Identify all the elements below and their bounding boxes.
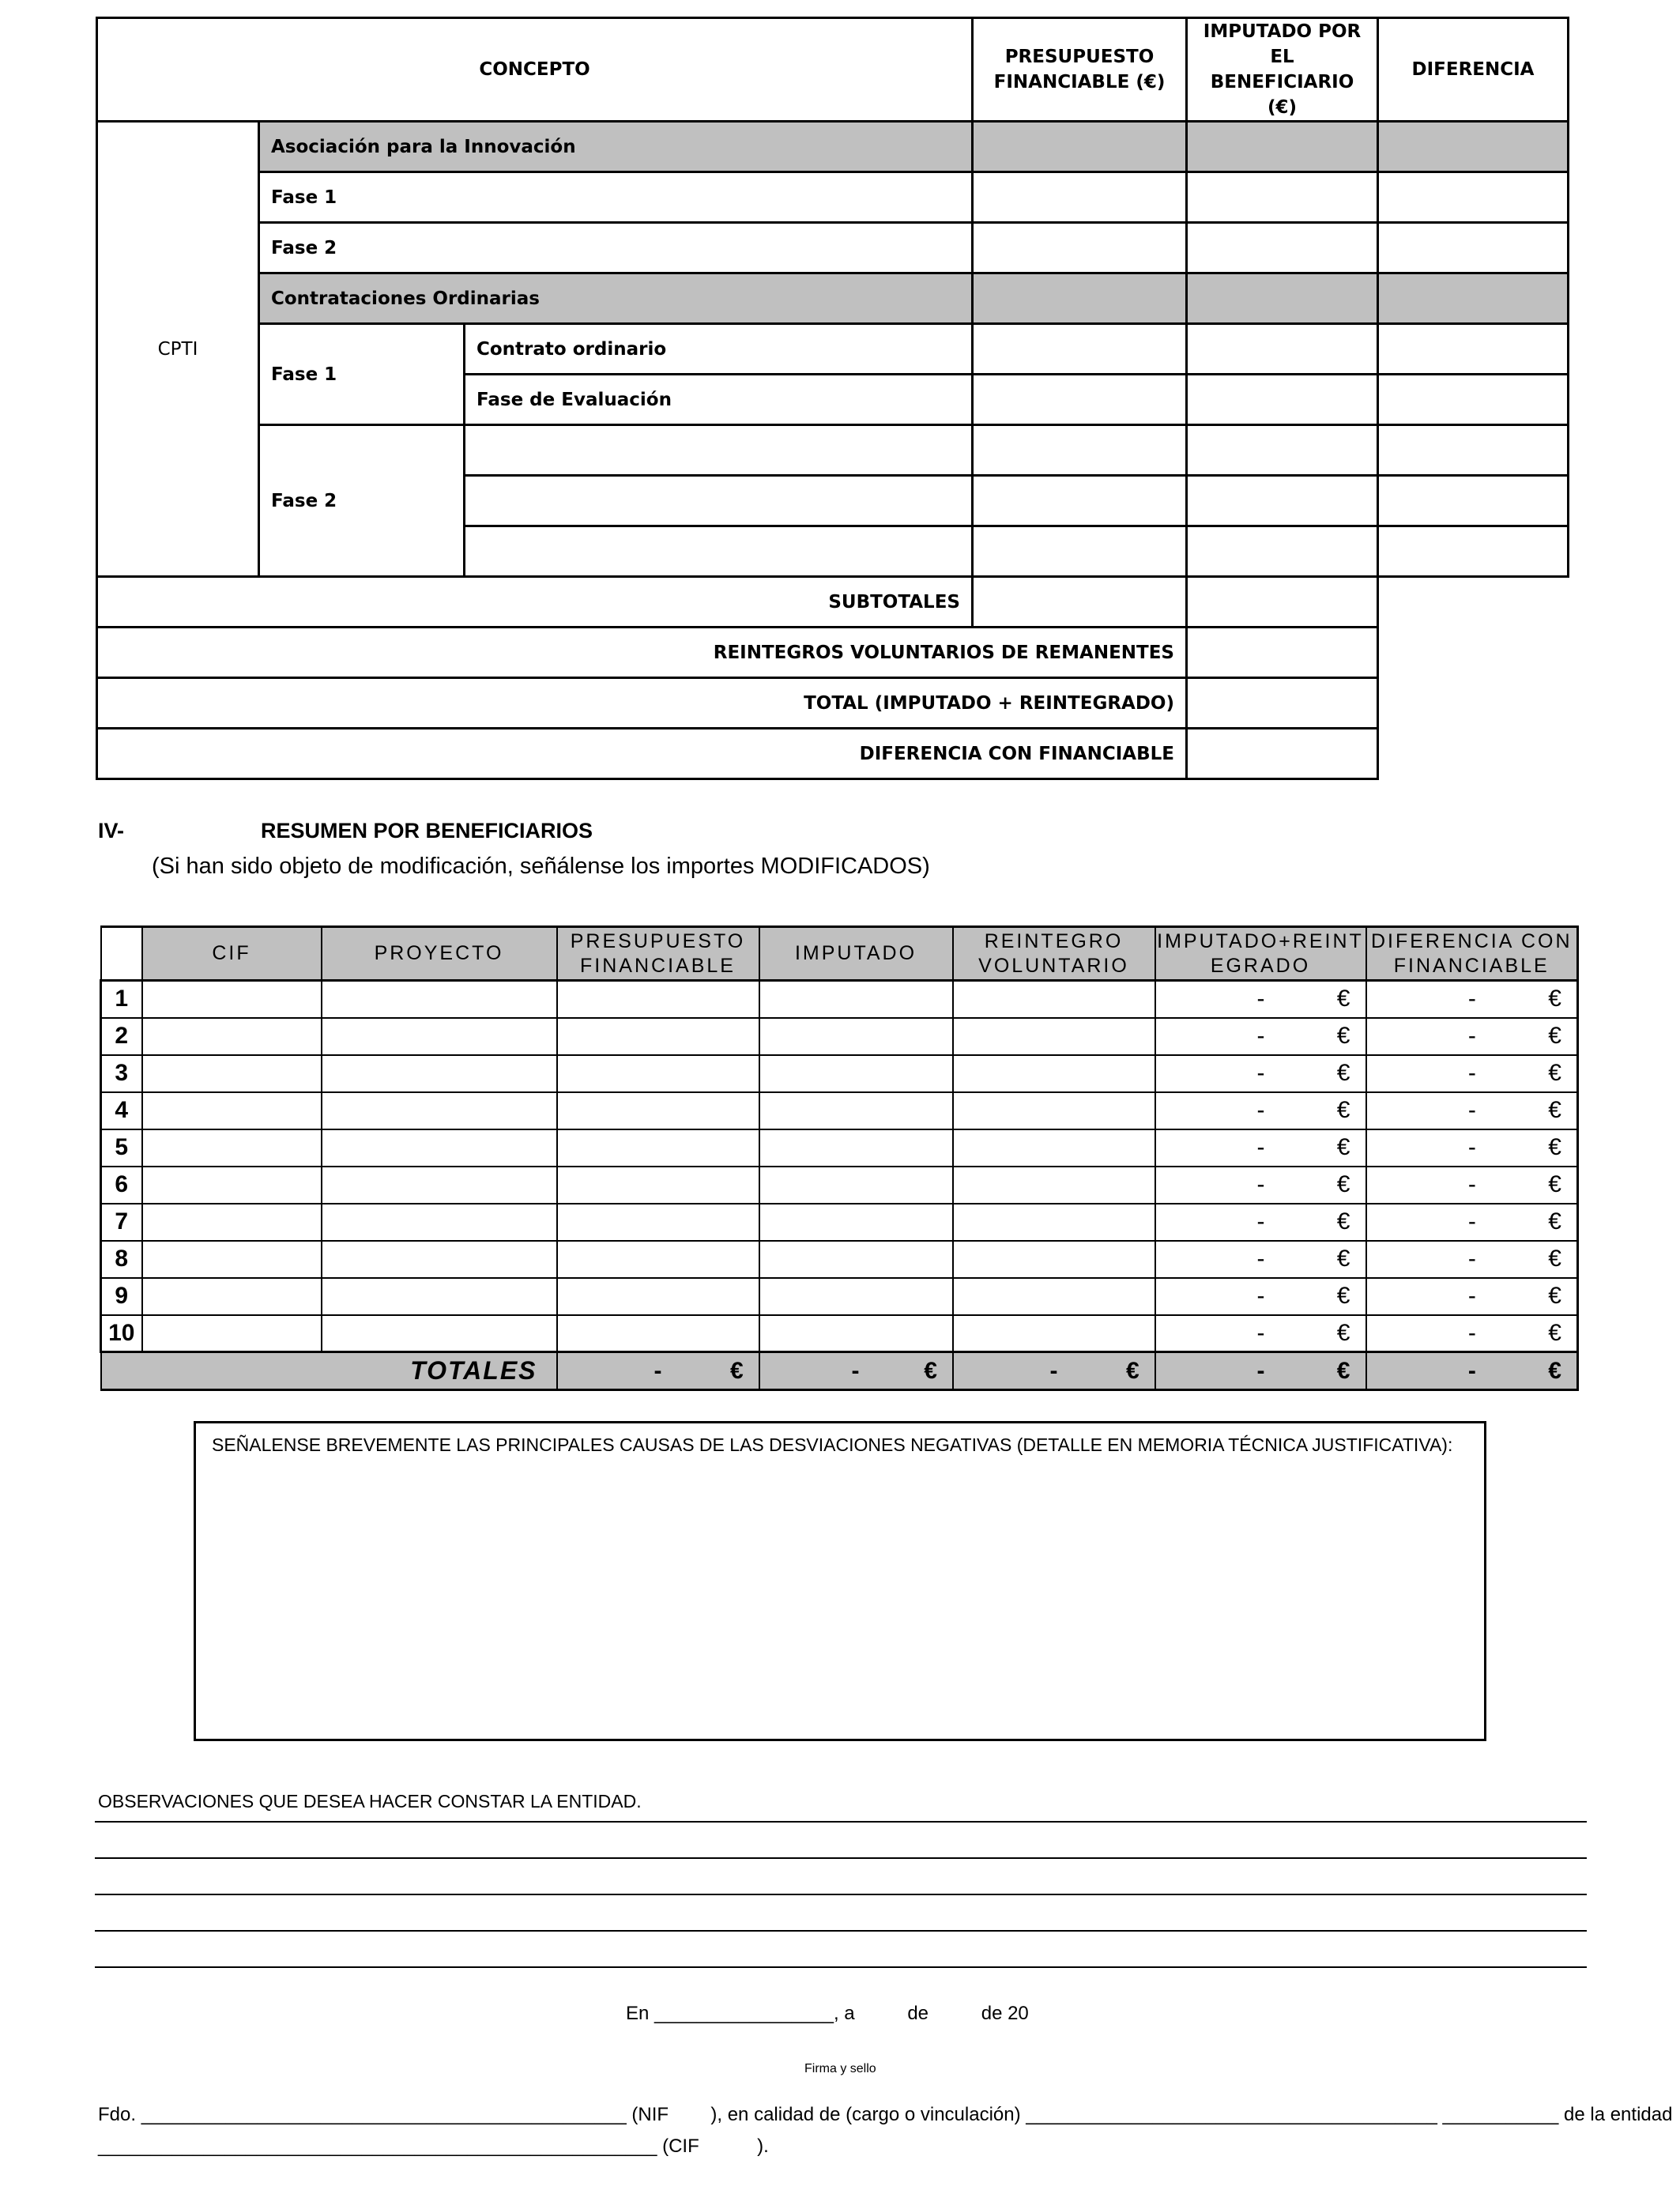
cpti-label: CPTI	[97, 122, 259, 577]
dash: -	[1256, 1208, 1265, 1235]
fdo-label: Fdo.	[98, 2104, 137, 2125]
section-number: IV-	[98, 819, 125, 843]
cell-input[interactable]	[759, 1018, 953, 1055]
cell-input[interactable]	[1378, 425, 1569, 476]
observaciones-line-4[interactable]	[95, 1930, 1587, 1932]
a-label: , a	[833, 2003, 855, 2024]
observaciones-line-3[interactable]	[95, 1894, 1587, 1895]
header-presupuesto: PRESUPUESTO FINANCIABLE	[557, 927, 759, 981]
subtotales-label: SUBTOTALES	[97, 577, 973, 628]
euro-symbol: €	[1336, 986, 1350, 1012]
section-title: RESUMEN POR BENEFICIARIOS	[261, 819, 593, 843]
header-proyecto: PROYECTO	[322, 927, 557, 981]
dash: -	[1256, 1171, 1265, 1197]
computed-cell	[1155, 1315, 1366, 1352]
cell-input[interactable]	[1378, 324, 1569, 375]
cell-input[interactable]	[142, 1055, 322, 1092]
cell-input[interactable]	[1378, 223, 1569, 273]
table-row	[101, 1315, 1578, 1352]
cargo-blank[interactable]: _______________________________________	[1026, 2104, 1437, 2125]
computed-cell	[1155, 1167, 1366, 1204]
computed-cell	[1366, 1167, 1578, 1204]
signature-line-2	[98, 2136, 769, 2158]
cell-input[interactable]	[1187, 223, 1378, 273]
computed-cell	[1155, 981, 1366, 1018]
row-number: 6	[101, 1167, 142, 1204]
euro-symbol: €	[1548, 986, 1561, 1012]
row-number: 5	[101, 1129, 142, 1167]
computed-cell	[1366, 1055, 1578, 1092]
cell-input[interactable]	[322, 981, 557, 1018]
table-row	[101, 1167, 1578, 1204]
table-row	[101, 1204, 1578, 1241]
header-concepto: CONCEPTO	[97, 18, 973, 122]
dash: -	[1256, 1023, 1265, 1049]
row-number: 3	[101, 1055, 142, 1092]
cell-input[interactable]	[322, 1241, 557, 1278]
dash: -	[1467, 1023, 1476, 1049]
euro-symbol: €	[1548, 1246, 1561, 1272]
totales-label: TOTALES	[101, 1352, 557, 1390]
dash: -	[1256, 1134, 1265, 1160]
computed-cell	[1155, 1278, 1366, 1315]
dash: -	[1467, 1097, 1476, 1123]
section-note: (Si han sido objeto de modificación, señálense los importes MODIFICADOS)	[152, 854, 930, 879]
header-diferencia-financiable: DIFERENCIA CON FINANCIABLE	[1366, 927, 1578, 981]
observaciones-label: OBSERVACIONES QUE DESEA HACER CONSTAR LA ENTIDAD.	[98, 1791, 642, 1811]
euro-symbol: €	[730, 1357, 744, 1384]
cell-input[interactable]	[465, 476, 973, 526]
cell-input[interactable]	[1378, 476, 1569, 526]
cell-input[interactable]	[557, 1167, 759, 1204]
cell-input[interactable]	[1187, 425, 1378, 476]
name-blank[interactable]: ______________________________________________	[141, 2104, 627, 2125]
cell-input[interactable]	[973, 273, 1187, 324]
table-row	[101, 1055, 1578, 1092]
computed-cell	[1366, 1278, 1578, 1315]
cell-input[interactable]	[322, 1055, 557, 1092]
cell-input[interactable]	[953, 1315, 1155, 1352]
row-number: 8	[101, 1241, 142, 1278]
row-contrato-ordinario: Contrato ordinario	[465, 324, 973, 375]
signature-line-1	[98, 2104, 1672, 2126]
cell-input[interactable]	[973, 425, 1187, 476]
euro-symbol: €	[1336, 1171, 1350, 1197]
cell-input[interactable]	[557, 1055, 759, 1092]
row-number: 2	[101, 1018, 142, 1055]
firma-sello-label: Firma y sello	[804, 2062, 876, 2075]
cell-input[interactable]	[142, 1018, 322, 1055]
cell-input[interactable]	[1187, 172, 1378, 223]
cell-input[interactable]	[973, 526, 1187, 577]
header-imputado-reintegrado: IMPUTADO+REINTEGRADO	[1155, 927, 1366, 981]
dash: -	[1467, 1319, 1476, 1346]
calidad-label: ), en calidad de (cargo o vinculación)	[710, 2104, 1021, 2125]
dash: -	[1256, 986, 1265, 1012]
row-number: 1	[101, 981, 142, 1018]
cell-input[interactable]	[759, 1129, 953, 1167]
cell-input[interactable]	[1378, 375, 1569, 425]
cell-input[interactable]	[953, 1241, 1155, 1278]
cell-input[interactable]	[142, 1278, 322, 1315]
dash: -	[1256, 1357, 1265, 1384]
de-la-entidad-label: de la entidad	[1564, 2104, 1673, 2125]
cell-input[interactable]	[322, 1204, 557, 1241]
cell-input[interactable]	[759, 1241, 953, 1278]
computed-cell	[1155, 1204, 1366, 1241]
place-date-line	[626, 2003, 1029, 2025]
desviaciones-box[interactable]	[194, 1421, 1486, 1741]
cell-input[interactable]	[953, 1129, 1155, 1167]
dash: -	[1467, 986, 1476, 1012]
entity-blank[interactable]: _____________________________________________________	[98, 2136, 657, 2157]
table-row	[101, 1278, 1578, 1315]
empty-cell	[1378, 729, 1569, 779]
cell-input[interactable]	[953, 1278, 1155, 1315]
cell-input[interactable]	[953, 1204, 1155, 1241]
dash: -	[1049, 1357, 1058, 1384]
cell-input[interactable]	[973, 122, 1187, 172]
empty-cell	[1378, 577, 1569, 628]
euro-symbol: €	[1336, 1357, 1350, 1384]
entidad-blank[interactable]: ___________	[1442, 2104, 1559, 2125]
cell-input[interactable]	[1187, 122, 1378, 172]
cell-input[interactable]	[557, 1315, 759, 1352]
header-presupuesto-financiable: PRESUPUESTO FINANCIABLE (€)	[973, 18, 1187, 122]
cell-input[interactable]	[465, 425, 973, 476]
row-asociacion-fase2: Fase 2	[259, 223, 973, 273]
cell-input[interactable]	[142, 1129, 322, 1167]
dash: -	[1256, 1246, 1265, 1272]
dash: -	[1467, 1208, 1476, 1235]
euro-symbol: €	[1548, 1171, 1561, 1197]
row-number: 9	[101, 1278, 142, 1315]
euro-symbol: €	[1548, 1208, 1561, 1235]
observaciones-line-5[interactable]	[95, 1966, 1587, 1968]
cell-input[interactable]	[557, 1092, 759, 1129]
euro-symbol: €	[1548, 1023, 1561, 1049]
desviaciones-label: SEÑALENSE BREVEMENTE LAS PRINCIPALES CAUSAS DE LAS DESVIACIONES NEGATIVAS (DETALLE EN MEMORIA TÉCNICA JUSTIFICATIVA):	[212, 1434, 1453, 1455]
cell-input[interactable]	[1187, 577, 1378, 628]
header-imputado: IMPUTADO	[759, 927, 953, 981]
cell-input[interactable]	[953, 1167, 1155, 1204]
cell-input[interactable]	[557, 1129, 759, 1167]
place-blank[interactable]: _________________	[654, 2003, 834, 2024]
table-row	[101, 981, 1578, 1018]
nif-label: (NIF	[631, 2104, 669, 2125]
row-contrataciones-fase1: Fase 1	[259, 324, 465, 425]
row-asociacion-fase1: Fase 1	[259, 172, 973, 223]
cell-input[interactable]	[557, 1278, 759, 1315]
computed-cell	[1366, 1241, 1578, 1278]
cell-input[interactable]	[1378, 172, 1569, 223]
cell-input[interactable]	[1187, 324, 1378, 375]
beneficiaries-summary-table	[100, 925, 1579, 1391]
row-contrataciones-fase2: Fase 2	[259, 425, 465, 577]
dash: -	[1256, 1097, 1265, 1123]
euro-symbol: €	[1336, 1319, 1350, 1346]
euro-symbol: €	[1548, 1060, 1561, 1086]
cell-input[interactable]	[973, 172, 1187, 223]
row-asociacion-innovacion: Asociación para la Innovación	[259, 122, 973, 172]
cell-input[interactable]	[322, 1092, 557, 1129]
euro-symbol: €	[1548, 1097, 1561, 1123]
cell-input[interactable]	[142, 981, 322, 1018]
cell-input[interactable]	[973, 324, 1187, 375]
table-row	[101, 1092, 1578, 1129]
euro-symbol: €	[1336, 1097, 1350, 1123]
computed-cell	[1366, 1129, 1578, 1167]
computed-cell	[1366, 981, 1578, 1018]
euro-symbol: €	[1336, 1246, 1350, 1272]
row-number: 4	[101, 1092, 142, 1129]
cell-input[interactable]	[973, 223, 1187, 273]
en-label: En	[626, 2003, 650, 2024]
total-presupuesto	[557, 1352, 759, 1390]
computed-cell	[1366, 1315, 1578, 1352]
computed-cell	[1366, 1204, 1578, 1241]
beneficiary-rows	[101, 981, 1578, 1352]
header-reintegro: REINTEGRO VOLUNTARIO	[953, 927, 1155, 981]
euro-symbol: €	[1126, 1357, 1139, 1384]
dash: -	[1256, 1283, 1265, 1309]
cell-input[interactable]	[759, 1278, 953, 1315]
table-row	[101, 1018, 1578, 1055]
dash: -	[1467, 1134, 1476, 1160]
cell-input[interactable]	[759, 981, 953, 1018]
dash: -	[1467, 1246, 1476, 1272]
header-imputado-beneficiario: IMPUTADO POR EL BENEFICIARIO (€)	[1187, 18, 1378, 122]
cell-input[interactable]	[142, 1315, 322, 1352]
total-reintegro	[953, 1352, 1155, 1390]
dash: -	[654, 1357, 662, 1384]
euro-symbol: €	[1548, 1319, 1561, 1346]
cell-input[interactable]	[322, 1278, 557, 1315]
cell-input[interactable]	[322, 1167, 557, 1204]
cell-input[interactable]	[322, 1018, 557, 1055]
cell-input[interactable]	[142, 1092, 322, 1129]
cell-input[interactable]	[973, 476, 1187, 526]
computed-cell	[1155, 1018, 1366, 1055]
euro-symbol: €	[1336, 1060, 1350, 1086]
euro-symbol: €	[1336, 1283, 1350, 1309]
euro-symbol: €	[1336, 1134, 1350, 1160]
close-label: ).	[757, 2136, 769, 2157]
cell-input[interactable]	[142, 1241, 322, 1278]
dash: -	[1256, 1319, 1265, 1346]
total-label: TOTAL (IMPUTADO + REINTEGRADO)	[97, 678, 1187, 729]
cif-label: (CIF	[662, 2136, 699, 2157]
row-fase-evaluacion: Fase de Evaluación	[465, 375, 973, 425]
observaciones-line-1[interactable]	[95, 1821, 1587, 1823]
header-diferencia: DIFERENCIA	[1378, 18, 1569, 122]
dash: -	[1256, 1060, 1265, 1086]
cell-input[interactable]	[322, 1315, 557, 1352]
cell-input[interactable]	[557, 1204, 759, 1241]
cell-input[interactable]	[1378, 273, 1569, 324]
table-row	[101, 1241, 1578, 1278]
dash: -	[1467, 1283, 1476, 1309]
cell-input[interactable]	[759, 1204, 953, 1241]
computed-cell	[1155, 1129, 1366, 1167]
dash: -	[1467, 1060, 1476, 1086]
cell-input[interactable]	[142, 1204, 322, 1241]
header-blank	[101, 927, 142, 981]
cell-input[interactable]	[759, 1055, 953, 1092]
cell-input[interactable]	[557, 1241, 759, 1278]
empty-cell	[1378, 628, 1569, 678]
computed-cell	[1366, 1092, 1578, 1129]
cell-input[interactable]	[322, 1129, 557, 1167]
empty-cell	[1378, 678, 1569, 729]
table-row	[101, 1129, 1578, 1167]
cell-input[interactable]	[142, 1167, 322, 1204]
cell-input[interactable]	[973, 375, 1187, 425]
dash: -	[1467, 1357, 1476, 1384]
cell-input[interactable]	[953, 1092, 1155, 1129]
total-imputado	[759, 1352, 953, 1390]
dash: -	[851, 1357, 860, 1384]
reintegros-label: REINTEGROS VOLUNTARIOS DE REMANENTES	[97, 628, 1187, 678]
cell-input[interactable]	[973, 577, 1187, 628]
row-number: 10	[101, 1315, 142, 1352]
cell-input[interactable]	[759, 1092, 953, 1129]
cell-input[interactable]	[1187, 273, 1378, 324]
cell-input[interactable]	[953, 981, 1155, 1018]
cell-input[interactable]	[1187, 375, 1378, 425]
budget-concept-table	[96, 17, 1569, 780]
row-contrataciones-ordinarias: Contrataciones Ordinarias	[259, 273, 973, 324]
dash: -	[1467, 1171, 1476, 1197]
cell-input[interactable]	[557, 981, 759, 1018]
de-label: de	[907, 2003, 929, 2024]
cell-input[interactable]	[557, 1018, 759, 1055]
euro-symbol: €	[1548, 1283, 1561, 1309]
total-diferencia	[1366, 1352, 1578, 1390]
cell-input[interactable]	[1378, 122, 1569, 172]
cell-input[interactable]	[953, 1018, 1155, 1055]
cell-input[interactable]	[1187, 628, 1378, 678]
header-cif: CIF	[142, 927, 322, 981]
cell-input[interactable]	[953, 1055, 1155, 1092]
euro-symbol: €	[1548, 1357, 1561, 1384]
euro-symbol: €	[1548, 1134, 1561, 1160]
total-imputado-reintegrado	[1155, 1352, 1366, 1390]
euro-symbol: €	[1336, 1208, 1350, 1235]
euro-symbol: €	[924, 1357, 937, 1384]
observaciones-line-2[interactable]	[95, 1857, 1587, 1859]
computed-cell	[1155, 1092, 1366, 1129]
row-number: 7	[101, 1204, 142, 1241]
cell-input[interactable]	[1187, 526, 1378, 577]
computed-cell	[1366, 1018, 1578, 1055]
cell-input[interactable]	[1187, 476, 1378, 526]
cell-input[interactable]	[759, 1315, 953, 1352]
cell-input[interactable]	[1187, 729, 1378, 779]
computed-cell	[1155, 1241, 1366, 1278]
diferencia-financiable-label: DIFERENCIA CON FINANCIABLE	[97, 729, 1187, 779]
cell-input[interactable]	[465, 526, 973, 577]
cell-input[interactable]	[1187, 678, 1378, 729]
de20-label: de 20	[981, 2003, 1029, 2024]
computed-cell	[1155, 1055, 1366, 1092]
cell-input[interactable]	[759, 1167, 953, 1204]
euro-symbol: €	[1336, 1023, 1350, 1049]
cell-input[interactable]	[1378, 526, 1569, 577]
